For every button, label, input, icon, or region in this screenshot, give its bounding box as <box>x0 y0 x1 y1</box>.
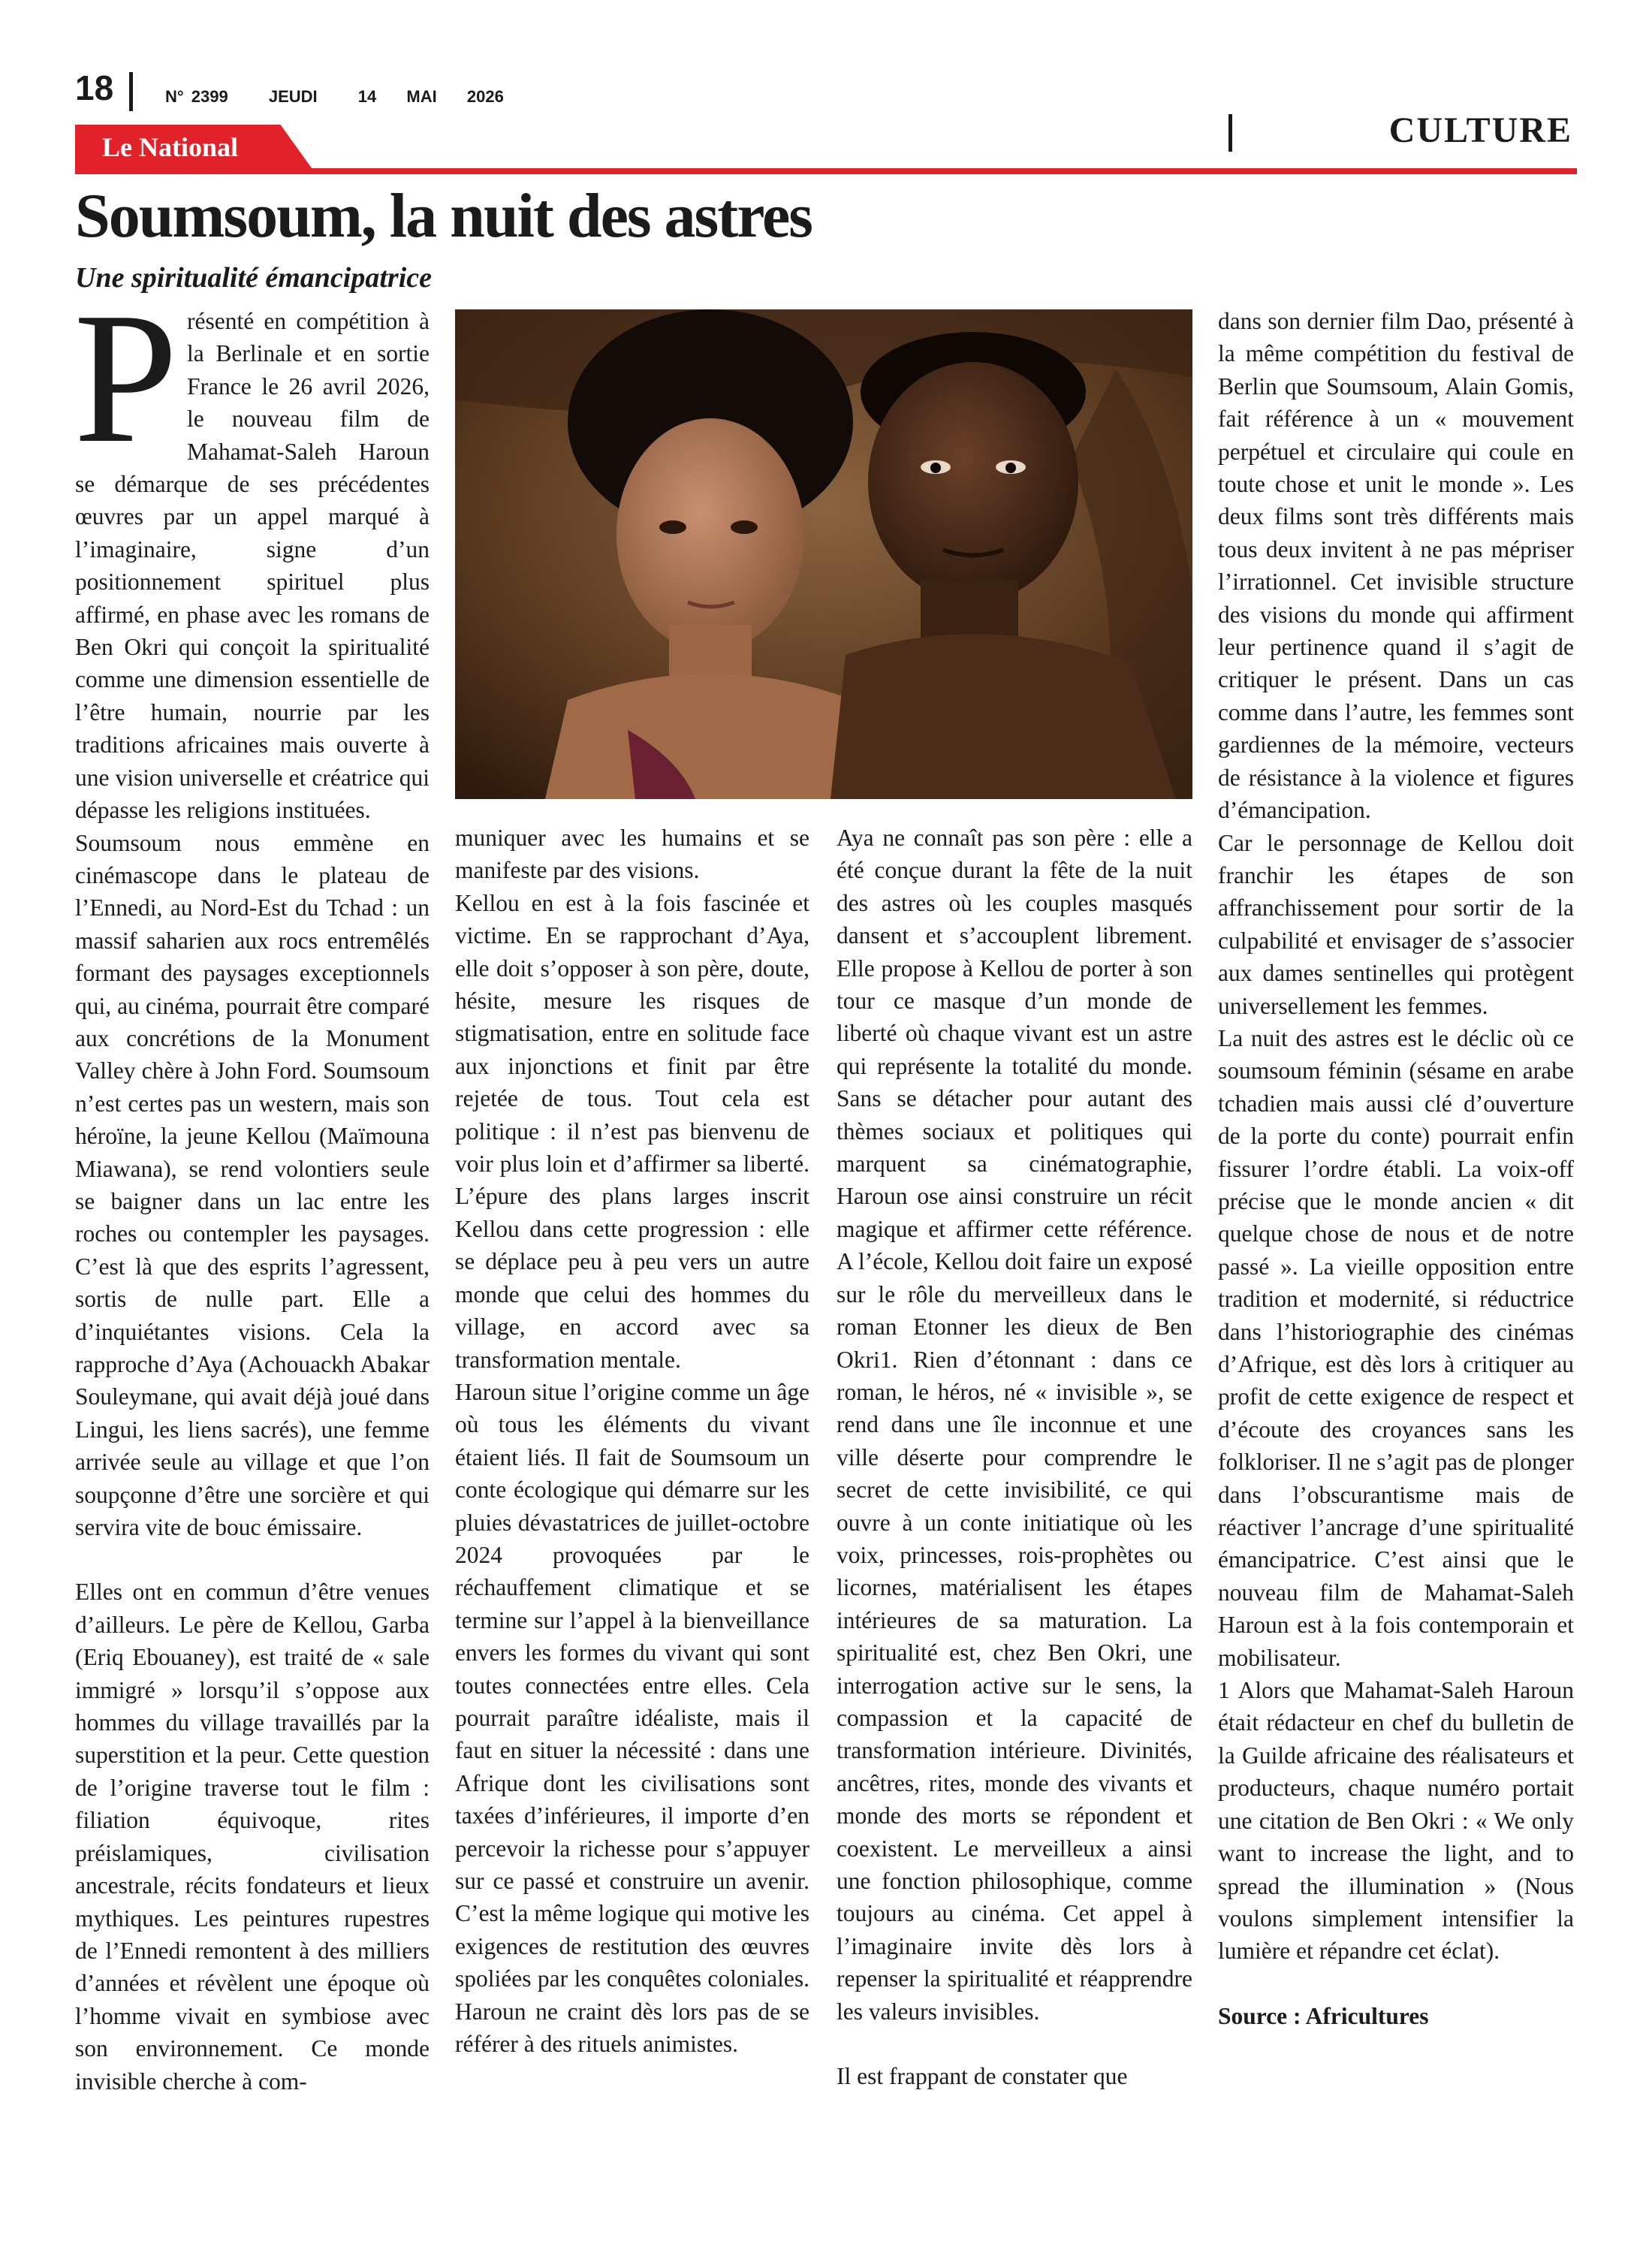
section-divider <box>1228 114 1232 152</box>
paragraph-text: résenté en compétition à la Berlinale et en sortie France le 26 avril 2026, le nouveau film de Mahamat-Saleh Haroun se démarque de ses précédentes œuvres par un appel marqué à l’imaginaire, signe d’un positionnement spirituel plus affirmé, en phase avec les romans de Ben Okri qui conçoit la spiritualité comme une dimension essentielle de l’être humain, nourrie par les traditions africaines mais ouverte à une vision universelle et créatrice qui dépasse les religions instituées. <box>75 308 430 824</box>
issue-day: 14 <box>357 87 377 106</box>
article-paragraph: La nuit des astres est le déclic où ce soumsoum féminin (sésame en arabe tchadien mais aussi clé d’ouverture de la porte du conte) pourrait enfin fissurer l’ordre établi. La voix-off précise que le monde ancien « dit quelque chose de nous et de notre passé ». La vieille opposition entre tradition et modernité, si réductrice dans l’historiographie des cinémas d’Afrique, est dès lors à critiquer au profit de cette exigence de respect et d’écoute des croyances sans les folkloriser. Il ne s’agit pas de plonger dans l’obscurantisme mais de réactiver l’ancrage d’une spiritualité émancipatrice. C’est ainsi que le nouveau film de Mahamat-Saleh Haroun est à la fois contemporain et mobilisateur. <box>1218 1024 1574 1671</box>
article-paragraph: Car le personnage de Kellou doit franchir les étapes de son affranchissement pour sortir de la culpabilité et envisager de s’associer aux dames sentinelles qui protègent universellement les femmes. <box>1218 829 1574 1019</box>
footnote: 1 Alors que Mahamat-Saleh Haroun était rédacteur en chef du bulletin de la Guilde africaine des réalisateurs et producteurs, chaque numéro portait une citation de Ben Okri : « We only want to increase the light, and to spread the illumination » (Nous voulons simplement intensifier la lumière et répandre cet éclat). <box>1218 1677 1574 1965</box>
film-still-photo <box>455 309 1192 799</box>
article-paragraph: Aya ne connaît pas son père : elle a été conçue durant la fête de la nuit des astres où les couples masqués dansent et s’accouplent librement. Elle propose à Kellou de porter à son tour ce masque d’un monde de liberté où chaque vivant est un astre qui représente la totalité du monde. Sans se détacher pour autant des thèmes sociaux et politiques qui marquent sa cinématographie, Haroun ose ainsi construire un récit magique et affirmer cette référence. A l’école, Kellou doit faire un exposé sur le rôle du merveilleux dans le roman Etonner les dieux de Ben Okri1. Rien d’étonnant : dans ce roman, le héros, né « invisible », se rend dans une île inconnue et une ville déserte pour comprendre le secret de cette invisibilité, ce qui ouvre à un conte initiatique où les voix, princesses, rois-prophètes ou licornes, matérialisent les étapes intérieures de sa maturation. La spiritualité est, chez Ben Okri, une interrogation active sur le sens, la compassion et la capacité de transformation intérieure. Divinités, ancêtres, rites, monde des vivants et monde des morts se répondent et coexistent. Le merveilleux a ainsi une fonction philosophique, comme toujours au cinéma. Cet appel à l’imaginaire invite dès lors à repenser la spiritualité et réapprendre les valeurs invisibles. <box>837 825 1192 2025</box>
article-title: Soumsoum, la nuit des astres <box>75 181 812 251</box>
drop-cap: P <box>74 274 179 482</box>
article-paragraph: muniquer avec les humains et se manifeste par des visions. <box>455 825 809 884</box>
issue-number: N° 2399 <box>165 87 228 106</box>
header-divider <box>129 72 133 111</box>
article-paragraph: Haroun situe l’origine comme un âge où tous les éléments du vivant étaient liés. Il fait de Soumsoum un conte écologique qui démarre sur les pluies dévastatrices de juillet-octobre 2024 provoquées par le réchauffement climatique et se termine sur l’appel à la bienveillance envers les formes du vivant qui sont toutes connectées entre elles. Cela pourrait paraître idéaliste, mais il faut en situer la nécessité : dans une Afrique dont les civilisations sont taxées d’inférieures, il importe d’en percevoir la richesse pour s’appuyer sur ce passé et construire un avenir. C’est la même logique qui motive les exigences de restitution des œuvres spoliées par les conquêtes coloniales. Haroun ne craint dès lors pas de se référer à des rituels animistes. <box>455 1378 809 2058</box>
article-paragraph: Kellou en est à la fois fascinée et victime. En se rapprochant d’Aya, elle doit s’opposer à son père, doute, hésite, mesure les risques de stigmatisation, entre en solitude face aux injonctions et finit par être rejetée de tous. Tout cela est politique : il n’est pas bienvenu de voir plus loin et d’affirmer sa liberté. L’épure des plans larges inscrit Kellou dans cette progression : elle se déplace peu à peu vers un autre monde que celui des hommes du village, en accord avec sa transformation mentale. <box>455 889 809 1373</box>
paragraph-gap <box>837 2028 1192 2060</box>
article-column-3 <box>837 822 1192 2092</box>
article-paragraph: dans son dernier film Dao, présenté à la même compétition du festival de Berlin que Soumsoum, Alain Gomis, fait référence à un « mouvement perpétuel et circulaire qui coule en toute chose et unit le monde ». Les deux films sont très différents mais tous deux invitent à ne pas mépriser l’irrationnel. Cet invisible structure des visions du monde qui affirment leur pertinence quand il s’agit de critiquer le présent. Dans un cas comme dans l’autre, les femmes sont gardiennes de la mémoire, vecteurs de résistance à la violence et figures d’émancipation. <box>1218 308 1574 824</box>
article-column-2 <box>455 822 809 2060</box>
page-number: 18 <box>75 68 114 107</box>
issue-year: 2026 <box>466 87 504 106</box>
paragraph-gap <box>1218 1968 1574 2000</box>
section-name: CULTURE <box>1388 110 1572 150</box>
paragraph-gap <box>75 1543 430 1576</box>
issue-info <box>165 87 537 107</box>
article-paragraph: Elles ont en commun d’être venues d’ailleurs. Le père de Kellou, Garba (Eriq Ebouaney), est traité de « sale immigré » lorsqu’il s’oppose aux hommes du village travaillés par la superstition et la peur. Cette question de l’origine traverse tout le film : filiation équivoque, rites préislamiques, civilisation ancestrale, récits fondateurs et lieux mythiques. Les peintures rupestres de l’Ennedi remontent à des milliers d’années et révèlent une époque où l’homme vivait en symbiose avec son environnement. Ce monde invisible cherche à com- <box>75 1579 430 2095</box>
film-still-illustration <box>455 309 1192 799</box>
article-subtitle: Une spiritualité émancipatrice <box>75 262 432 294</box>
article-paragraph: Il est frappant de constater que <box>837 2063 1128 2090</box>
issue-weekday: JEUDI <box>268 87 318 106</box>
header-rule <box>75 168 1577 174</box>
issue-month: MAI <box>406 87 437 106</box>
article-source: Source : Africultures <box>1218 2002 1429 2029</box>
publication-name: Le National <box>102 132 239 162</box>
article-column-4 <box>1218 305 1574 2032</box>
article-paragraph: Soumsoum nous emmène en cinémascope dans le plateau de l’Ennedi, au Nord-Est du Tchad : un massif saharien aux rocs entremêlés formant des paysages exceptionnels qui, au cinéma, pourrait être comparé aux concrétions de la Monument Valley chère à John Ford. Soumsoum n’est certes pas un western, mais son héroïne, la jeune Kellou (Maïmouna Miawana), se rend volontiers seule se baigner dans un lac entre les roches ou contempler les paysages. C’est là que des esprits l’agressent, sortis de nulle part. Elle a d’inquiétantes visions. Cela la rapproche d’Aya (Achouackh Abakar Souleymane, qui avait déjà joué dans Lingui, les liens sacrés), une femme arrivée seule au village et que l’on soupçonne d’être une sorcière et qui servira vite de bouc émissaire. <box>75 829 430 1541</box>
